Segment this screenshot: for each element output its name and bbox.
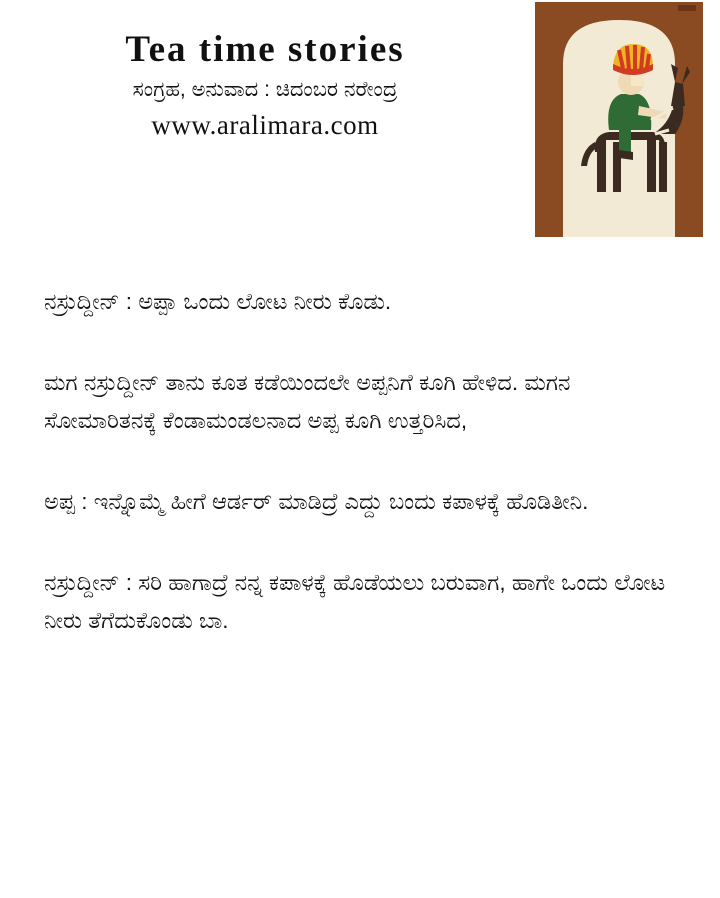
credit-line: ಸಂಗ್ರಹ, ಅನುವಾದ : ಚಿದಂಬರ ನರೇಂದ್ರ	[132, 77, 398, 101]
site-url: www.aralimara.com	[151, 109, 379, 140]
illustration-svg	[535, 2, 703, 237]
story-paragraph: ನಸ್ರುದ್ದೀನ್ : ಅಪ್ಪಾ ಒಂದು ಲೋಟ ನೀರು ಕೊಡು.	[44, 289, 392, 314]
man-riding-donkey-illustration	[535, 2, 703, 237]
page-header	[0, 0, 720, 245]
story-paragraph: ನಸ್ರುದ್ದೀನ್ : ಸರಿ ಹಾಗಾದ್ರೆ ನನ್ನ ಕಪಾಳಕ್ಕೆ ಹೊಡೆಯಲು ಬರುವಾಗ, ಹಾಗೇ ಒಂದು ಲೋಟ ನೀರು ತೆಗೆದುಕೊಂಡು ಬಾ.	[44, 569, 666, 634]
story-content	[0, 283, 720, 641]
story-paragraph: ಮಗ ನಸ್ರುದ್ದೀನ್ ತಾನು ಕೂತ ಕಡೆಯಿಂದಲೇ ಅಪ್ಪನಿಗೆ ಕೂಗಿ ಹೇಳಿದ. ಮಗನ ಸೋಮಾರಿತನಕ್ಕೆ ಕೆಂಡಾಮಂಡಲನಾದ ಅಪ್ಪ ಕೂಗಿ ಉತ್ತರಿಸಿದ,	[44, 369, 571, 434]
header-text-block	[0, 30, 530, 141]
page-title: Tea time stories	[125, 29, 405, 70]
story-paragraph: ಅಪ್ಪ : ಇನ್ನೊಮ್ಮೆ ಹೀಗೆ ಆರ್ಡರ್ ಮಾಡಿದ್ರೆ ಎದ್ದು ಬಂದು ಕಪಾಳಕ್ಕೆ ಹೊಡಿತೀನಿ.	[44, 489, 589, 515]
